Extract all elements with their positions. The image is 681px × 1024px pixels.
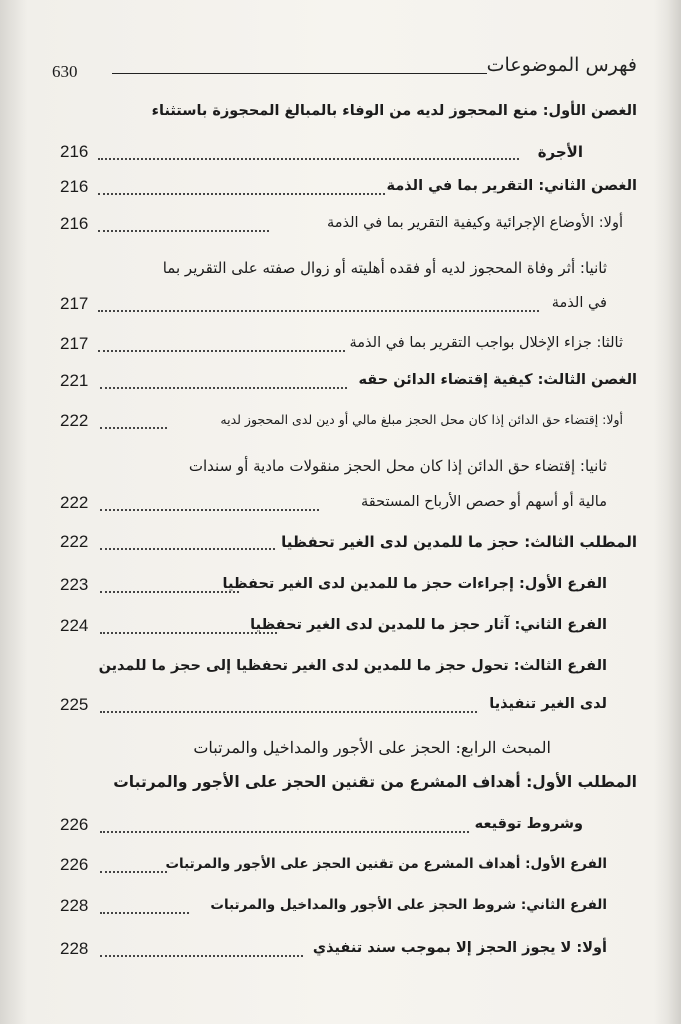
toc-entry-text: لدى الغير تنفيذيا: [489, 696, 607, 712]
page-edge-shadow: [667, 0, 681, 1024]
toc-page-number: 216: [60, 177, 89, 196]
toc-entry-text: الفرع الثاني: شروط الحجز على الأجور والمداخيل والمرتبات: [210, 897, 607, 913]
toc-page-number: 216: [60, 142, 89, 161]
toc-page-number: 217: [60, 294, 89, 313]
toc-page-number: 216: [60, 214, 89, 233]
dot-leader: [100, 711, 477, 713]
toc-entry-text: مالية أو أسهم أو حصص الأرباح المستحقة: [360, 494, 607, 510]
toc-entry: [60, 771, 637, 799]
dot-leader: [100, 427, 167, 429]
dot-leader: [100, 955, 303, 957]
toc-entry: [60, 854, 637, 882]
dot-leader: [98, 350, 345, 352]
toc-page-number: 228: [60, 896, 89, 915]
toc-entry-text: أولا: الأوضاع الإجرائية وكيفية التقرير بما في الذمة: [326, 215, 623, 231]
toc-entry: [60, 213, 637, 241]
dot-leader: [100, 831, 469, 833]
toc-entry: [60, 293, 637, 321]
toc-entry-text: في الذمة: [551, 295, 607, 311]
toc-page-number: 224: [60, 616, 89, 635]
toc-entry: [72, 257, 637, 285]
toc-entry-text: وشروط توقيعه: [474, 816, 583, 832]
dot-leader: [100, 912, 189, 914]
toc-entry: [60, 141, 637, 169]
toc-page-number: 221: [60, 371, 89, 390]
toc-page-number: 225: [60, 695, 89, 714]
dot-leader: [100, 387, 347, 389]
toc-entry-text: الغصن الأول: منع المحجوز لديه من الوفاء بالمبالغ المحجوزة باستثناء: [151, 103, 637, 119]
toc-entry-text: ثانيا: أثر وفاة المحجوز لديه أو فقده أهليته أو زوال صفته على التقرير بما: [162, 259, 607, 277]
toc-entry-text: الفرع الأول: إجراءات حجز ما للمدين لدى الغير تحفظيا: [222, 576, 607, 592]
header-rule: [112, 73, 487, 74]
running-head: فهرس الموضوعات: [486, 54, 637, 76]
toc-entry-text: ثالثا: جزاء الإخلال بواجب التقرير بما في الذمة: [349, 335, 623, 351]
toc-entry-text: المطلب الثالث: حجز ما للمدين لدى الغير تحفظيا: [281, 533, 637, 551]
toc-entry: [60, 694, 637, 722]
toc-page-number: 222: [60, 532, 89, 551]
dot-leader: [98, 310, 539, 312]
toc-entry-text: أولا: لا يجوز الحجز إلا بموجب سند تنفيذي: [312, 940, 607, 956]
toc-entry: [60, 814, 637, 842]
toc-entry: [72, 101, 637, 129]
toc-entry: [60, 531, 637, 559]
toc-entry-text: الأجرة: [537, 143, 583, 161]
toc-entry-text: الغصن الثالث: كيفية إقتضاء الدائن حقه: [358, 372, 637, 388]
dot-leader: [100, 632, 277, 634]
toc-page-number: 226: [60, 855, 89, 874]
toc-entry-text: أولا: إقتضاء حق الدائن إذا كان محل الحجز مبلغ مالي أو دين لدى المحجوز لديه: [220, 412, 623, 427]
toc-entry-text: الفرع الأول: أهداف المشرع من تقنين الحجز على الأجور والمرتبات: [165, 856, 607, 872]
dot-leader: [100, 548, 275, 550]
toc-entry: [60, 938, 637, 966]
toc-entry: [72, 656, 637, 684]
toc-entry-text: الغصن الثاني: التقرير بما في الذمة: [386, 178, 637, 194]
toc-entry: [60, 492, 637, 520]
dot-leader: [98, 193, 385, 195]
toc-page-number: 222: [60, 411, 89, 430]
toc-entry: [72, 736, 637, 764]
toc-entry-text: الفرع الثاني: آثار حجز ما للمدين لدى الغير تحفظيا: [250, 617, 607, 633]
dot-leader: [98, 230, 269, 232]
toc-entry-text: ثانيا: إقتضاء حق الدائن إذا كان محل الحجز منقولات مادية أو سندات: [188, 457, 607, 475]
toc-page-number: 226: [60, 815, 89, 834]
toc-entry: [60, 333, 637, 361]
toc-page-number: 223: [60, 575, 89, 594]
toc-entry: [60, 895, 637, 923]
toc-entry-text: الفرع الثالث: تحول حجز ما للمدين لدى الغير تحفظيا إلى حجز ما للمدين: [98, 658, 607, 674]
page-number: 630: [52, 62, 78, 81]
toc-entry-text: المبحث الرابع: الحجز على الأجور والمداخيل والمرتبات: [193, 738, 551, 757]
toc-page-number: 228: [60, 939, 89, 958]
toc-entry-text: المطلب الأول: أهداف المشرع من تقنين الحجز على الأجور والمرتبات: [113, 773, 637, 791]
dot-leader: [98, 158, 519, 160]
dot-leader: [100, 591, 239, 593]
dot-leader: [100, 509, 319, 511]
toc-entry: [72, 455, 637, 483]
dot-leader: [100, 871, 167, 873]
toc-entry: [60, 410, 637, 438]
toc-entry: [60, 176, 637, 204]
toc-entry: [60, 574, 637, 602]
toc-entry: [60, 370, 637, 398]
toc-page-number: 217: [60, 334, 89, 353]
toc-entry: [60, 615, 637, 643]
toc-page-number: 222: [60, 493, 89, 512]
page-header: [52, 54, 637, 88]
